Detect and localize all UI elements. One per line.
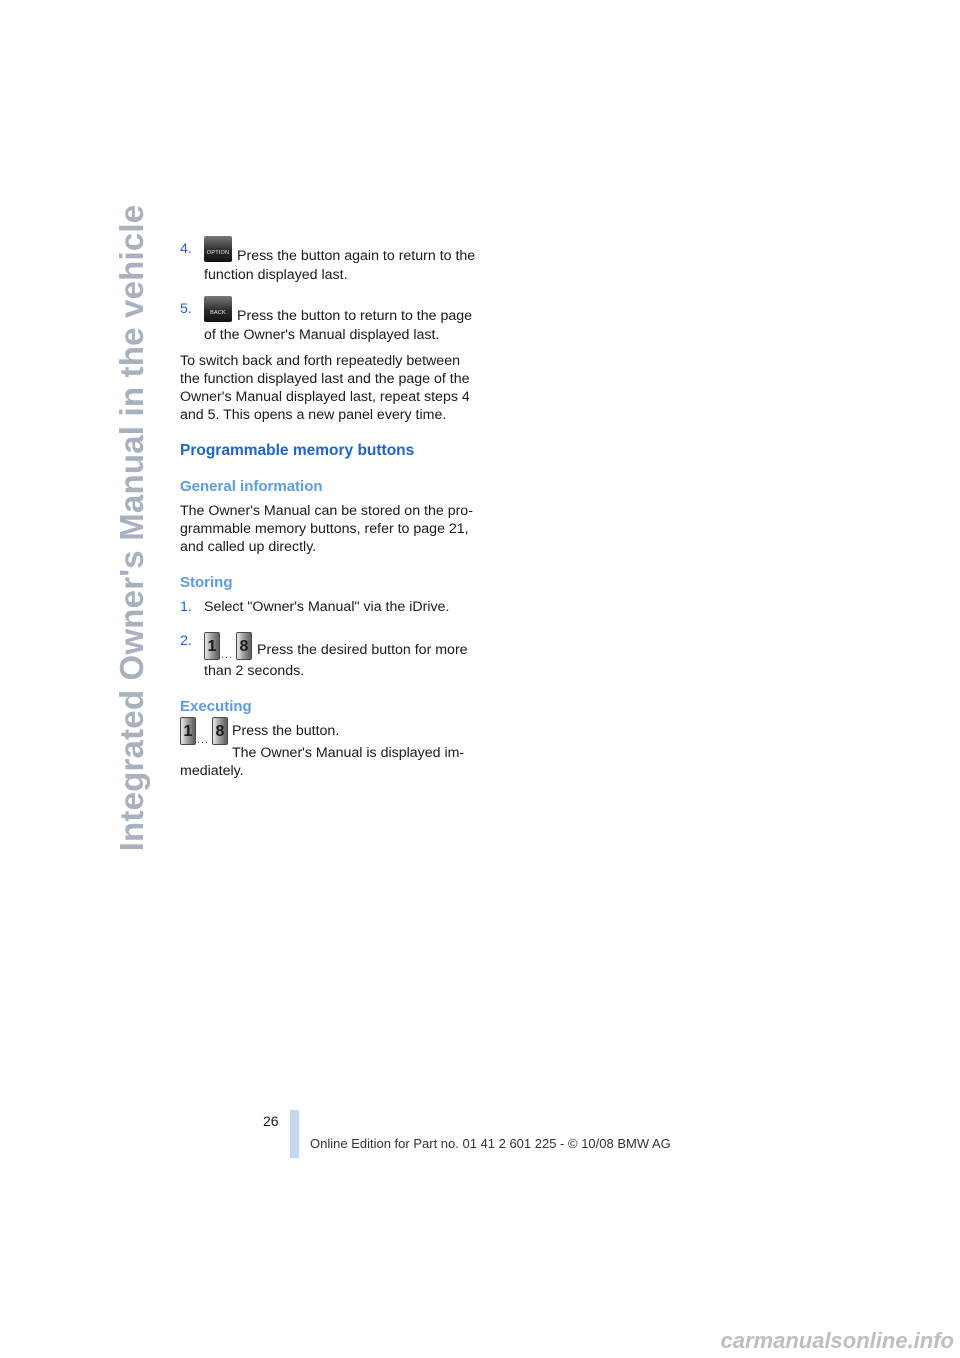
- memory-buttons-icon: 1 ... 8: [204, 632, 252, 662]
- step-text: Press the button to return to the page of the Owner's Manual displayed last.: [204, 308, 473, 343]
- step-text: Select "Owner's Manual" via the iDrive.: [204, 599, 450, 615]
- back-button-icon: BACK: [204, 296, 232, 322]
- footer-edition-text: Online Edition for Part no. 01 41 2 601 225 - © 10/08 BMW AG: [310, 1136, 671, 1151]
- side-title-text: Integrated Owner's Manual in the vehicle: [113, 204, 150, 852]
- watermark: carmanualsonline.info: [720, 1328, 954, 1353]
- storing-step-1: [180, 598, 478, 616]
- memory-buttons-icon: 1 ... 8: [180, 717, 228, 747]
- step-text: Press the desired button for more than 2 seconds.: [204, 642, 468, 679]
- executing-line-2: The Owner's Manual is displayed im-mediately.: [180, 745, 465, 779]
- subsection-heading-executing: Executing: [180, 698, 252, 715]
- step-number: 5.: [180, 301, 192, 317]
- section-heading: Programmable memory buttons: [180, 442, 415, 459]
- subsection-heading-storing: Storing: [180, 574, 233, 591]
- step-5: [180, 300, 478, 344]
- general-paragraph: The Owner's Manual can be stored on the pro-grammable memory buttons, refer to page 21, and called up directly.: [180, 503, 473, 555]
- side-title: [112, 204, 152, 852]
- step-text: Press the button again to return to the function displayed last.: [204, 248, 476, 283]
- page-content: [180, 240, 478, 780]
- step-4: [180, 240, 478, 284]
- subsection-heading-general: General information: [180, 478, 323, 495]
- storing-step-2: [180, 632, 478, 680]
- executing-block: [180, 722, 478, 746]
- executing-line-1: Press the button.: [232, 723, 340, 739]
- step-number: 2.: [180, 633, 192, 649]
- step-number: 4.: [180, 241, 192, 257]
- page-number: 26: [263, 1113, 279, 1129]
- footer-accent-bar: [290, 1110, 299, 1158]
- option-button-icon: OPTION: [204, 236, 232, 262]
- switch-paragraph: To switch back and forth repeatedly between the function displayed last and the page of the Owner's Manual displayed last, repeat steps 4 and 5. This opens a new panel every time.: [180, 353, 470, 423]
- step-number: 1.: [180, 599, 192, 615]
